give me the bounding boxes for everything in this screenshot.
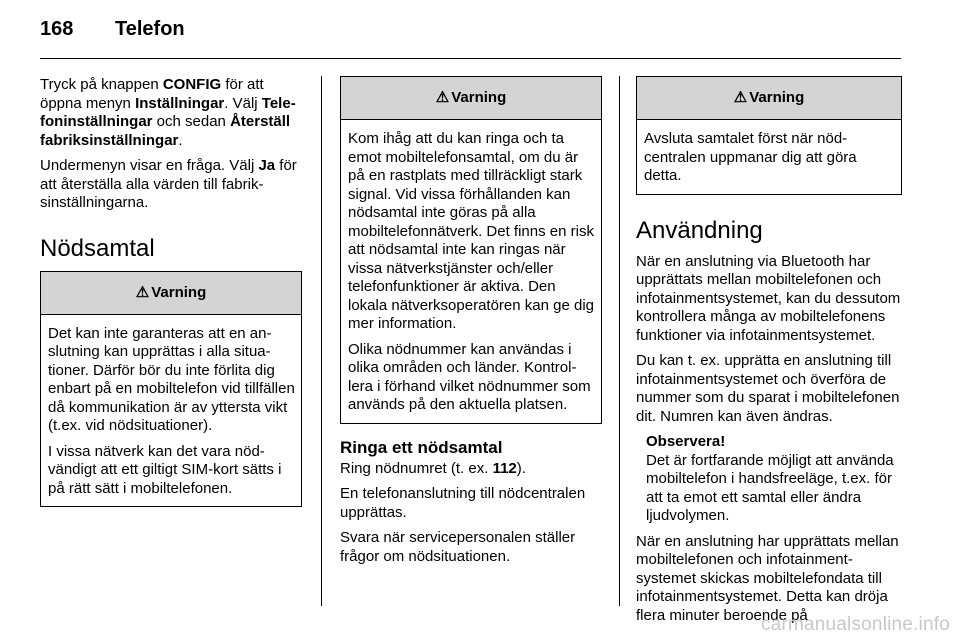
warning-text: Det kan inte garanteras att en anslutning kan upprättas i alla situationer. Därför bör du inte förlita dig enbart på en mobiltelefon vid tillfällen då kommunikation är av yttersta vikt (t.ex. vid nödsituationer).	[48, 324, 295, 434]
menu-ref-telefoninstallningar: Telefoninställningar	[40, 94, 296, 130]
watermark: carmanualsonline.info	[760, 614, 950, 635]
emergency-number: 112	[492, 459, 517, 477]
body-paragraph: När en anslutning har upprättats mellan mobiltelefonen och infotainmentsystemet skickas mobiltelefondata till infotainmentsystemet. Detta kan dröja flera minuter beroende på	[636, 532, 899, 624]
warning-body	[41, 315, 301, 507]
warning-body	[637, 120, 901, 194]
warning-box-3	[636, 76, 902, 195]
warning-text: I vissa nätverk kan det vara nödvändigt att ett giltigt SIM-kort sätts i på rätt sätt i mobiltelefonen.	[48, 442, 282, 497]
menu-ref-aterstall: Återställ fabriksinställningar	[40, 113, 291, 149]
column-1	[40, 76, 302, 507]
warning-header: ⚠ Varning	[637, 77, 901, 120]
body-paragraph: Svara när servicepersonalen ställer frågor om nödsituationen.	[340, 529, 576, 565]
body-paragraph: Du kan t. ex. upprätta en anslutning till infotainmentsystemet och överföra de nummer som du sparat i mobiltelefonen dit. Numren kan även ändras.	[636, 352, 900, 425]
warning-triangle-icon: ⚠	[135, 283, 150, 301]
warning-text: Olika nödnummer kan användas i olika områden och länder. Kontrollera i förhand vilket nödnummer som används på den aktuella platsen.	[348, 340, 591, 413]
warning-body	[341, 120, 601, 423]
config-button-ref: CONFIG	[162, 76, 222, 93]
body-paragraph: En telefonanslutning till nödcentralen upprättas.	[340, 485, 586, 521]
submenu-paragraph: Undermenyn visar en fråga. Välj Ja för att återställa alla värden till fabriksinställningarna.	[40, 157, 297, 211]
warning-box-1	[40, 271, 302, 508]
subheading-ringa-nodsamtal: Ringa ett nödsamtal	[340, 437, 503, 457]
page-header	[40, 18, 185, 41]
section-heading-nodsamtal: Nödsamtal	[40, 234, 155, 262]
menu-ref-installningar: Inställningar	[135, 94, 225, 112]
header-rule	[40, 58, 901, 59]
warning-box-2	[340, 76, 602, 424]
note-box	[646, 433, 902, 526]
menu-ref-ja: Ja	[258, 157, 276, 174]
column-2	[340, 76, 602, 573]
page-title: Telefon	[115, 18, 185, 40]
warning-header: ⚠ Varning	[341, 77, 601, 120]
config-paragraph: Tryck på knappen CONFIG för att öppna menyn Inställningar. Välj Telefoninställningar och sedan Återställ fabriksinställningar.	[40, 76, 296, 149]
column-divider-2	[619, 76, 620, 606]
warning-text: Kom ihåg att du kan ringa och ta emot mobiltelefonsamtal, om du är på en rastplats med tillräckligt stark signal. Vid vissa förhållanden kan nödsamtal inte göras på alla mobiltelefonnätverk. Det finns en risk att nödsamtal inte kan ringas när vissa nätverkstjänster och/eller telefonfunktioner är aktiva. Den lokala nätverksoperatören kan ge dig mer information.	[348, 130, 594, 332]
warning-header: ⚠ Varning	[41, 272, 301, 315]
warning-triangle-icon: ⚠	[435, 89, 450, 106]
dial-paragraph: Ring nödnumret (t. ex. 112).	[340, 459, 526, 477]
body-paragraph: När en anslutning via Bluetooth har upprättats mellan mobiltelefonen och infotainmentsystemet, kan du dessutom kontrollera många av mobiltelefonens funktioner via infotainmentsystemet.	[636, 252, 901, 344]
section-heading-anvandning: Användning	[636, 216, 763, 244]
page-number: 168	[40, 18, 74, 40]
column-3	[636, 76, 902, 632]
note-title: Observera!	[646, 433, 726, 450]
warning-text: Avsluta samtalet först när nödcentralen uppmanar dig att göra detta.	[644, 130, 857, 184]
column-divider-1	[321, 76, 322, 606]
warning-triangle-icon: ⚠	[733, 89, 748, 106]
note-text: Det är fortfarande möjligt att använda mobiltelefon i handsfreeläge, t.ex. för att ta emot ett samtal eller ändra ljudvolymen.	[646, 451, 894, 524]
